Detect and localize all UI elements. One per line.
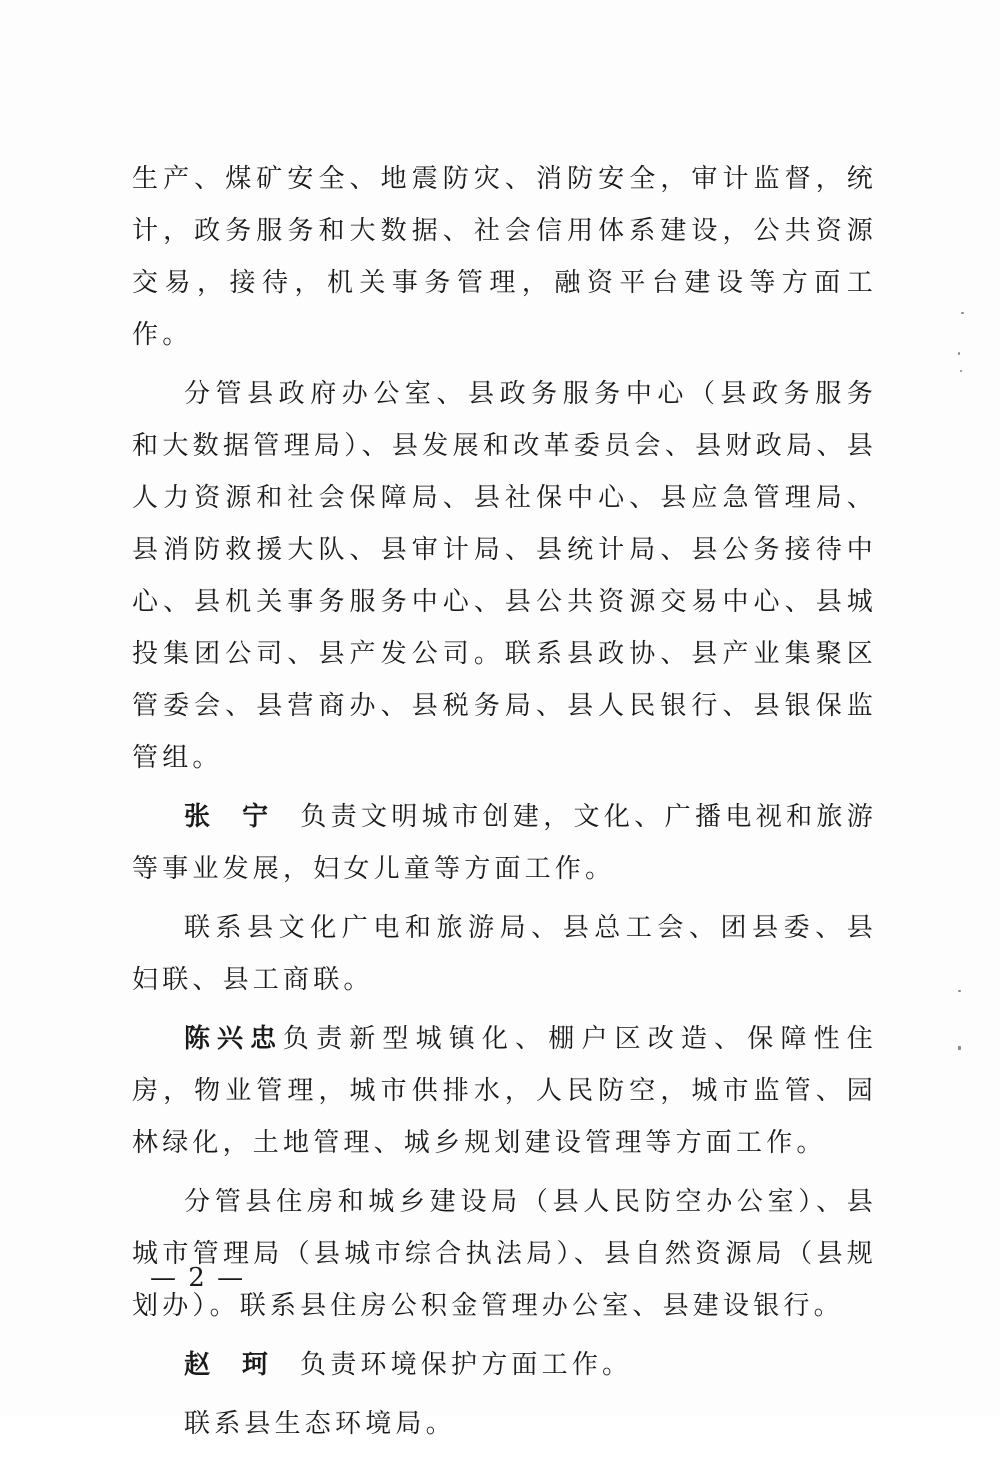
- scan-speck: [960, 370, 962, 372]
- official-name: 赵珂: [184, 1350, 301, 1380]
- paragraph-liaison-zhao-ke: [132, 1398, 877, 1450]
- official-name: 陈兴忠: [184, 1024, 283, 1054]
- scan-speck: [961, 312, 964, 314]
- paragraph-official-zhang-ning: [132, 791, 877, 895]
- paragraph-text: 生产、煤矿安全、地震防灾、消防安全，审计监督，统计，政务服务和大数据、社会信用体系建设，公共资源交易，接待，机关事务管理，融资平台建设等方面工作。: [132, 164, 877, 350]
- paragraph-official-zhao-ke: [132, 1339, 877, 1391]
- official-name: 张宁: [184, 802, 301, 832]
- paragraph-text: 联系县生态环境局。: [184, 1409, 456, 1439]
- paragraph-liaison-zhang-ning: [132, 902, 877, 1006]
- scan-speck: [958, 990, 961, 992]
- paragraph-text: 负责文明城市创建，文化、广播电视和旅游等事业发展，妇女儿童等方面工作。: [132, 802, 877, 884]
- scan-speck: [958, 352, 960, 355]
- paragraph-supervision-list: [132, 368, 877, 784]
- paragraph-duties-continued: [132, 153, 877, 361]
- paragraph-text: 分管县住房和城乡建设局（县人民防空办公室）、县城市管理局（县城市综合执法局）、县自然资源局（县规划办）。联系县住房公积金管理办公室、县建设银行。: [132, 1187, 877, 1321]
- scan-speck: [958, 1046, 961, 1050]
- paragraph-text: 负责环境保护方面工作。: [300, 1350, 633, 1380]
- paragraph-official-chen-xingzhong: [132, 1013, 877, 1169]
- page-number: — 2 —: [150, 1263, 246, 1293]
- paragraph-text: 联系县文化广电和旅游局、县总工会、团县委、县妇联、县工商联。: [132, 913, 877, 995]
- paragraph-supervision-chen-xingzhong: [132, 1176, 877, 1332]
- paragraph-text: 负责新型城镇化、棚户区改造、保障性住房，物业管理，城市供排水，人民防空，城市监管、园林绿化，土地管理、城乡规划建设管理等方面工作。: [132, 1024, 877, 1158]
- paragraph-text: 分管县政府办公室、县政务服务中心（县政务服务和大数据管理局）、县发展和改革委员会、县财政局、县人力资源和社会保障局、县社保中心、县应急管理局、县消防救援大队、县审计局、县统计局、县公务接待中心、县机关事务服务中心、县公共资源交易中心、县城投集团公司、县产发公司。联系县政协、县产业集聚区管委会、县营商办、县税务局、县人民银行、县银保监管组。: [132, 379, 877, 773]
